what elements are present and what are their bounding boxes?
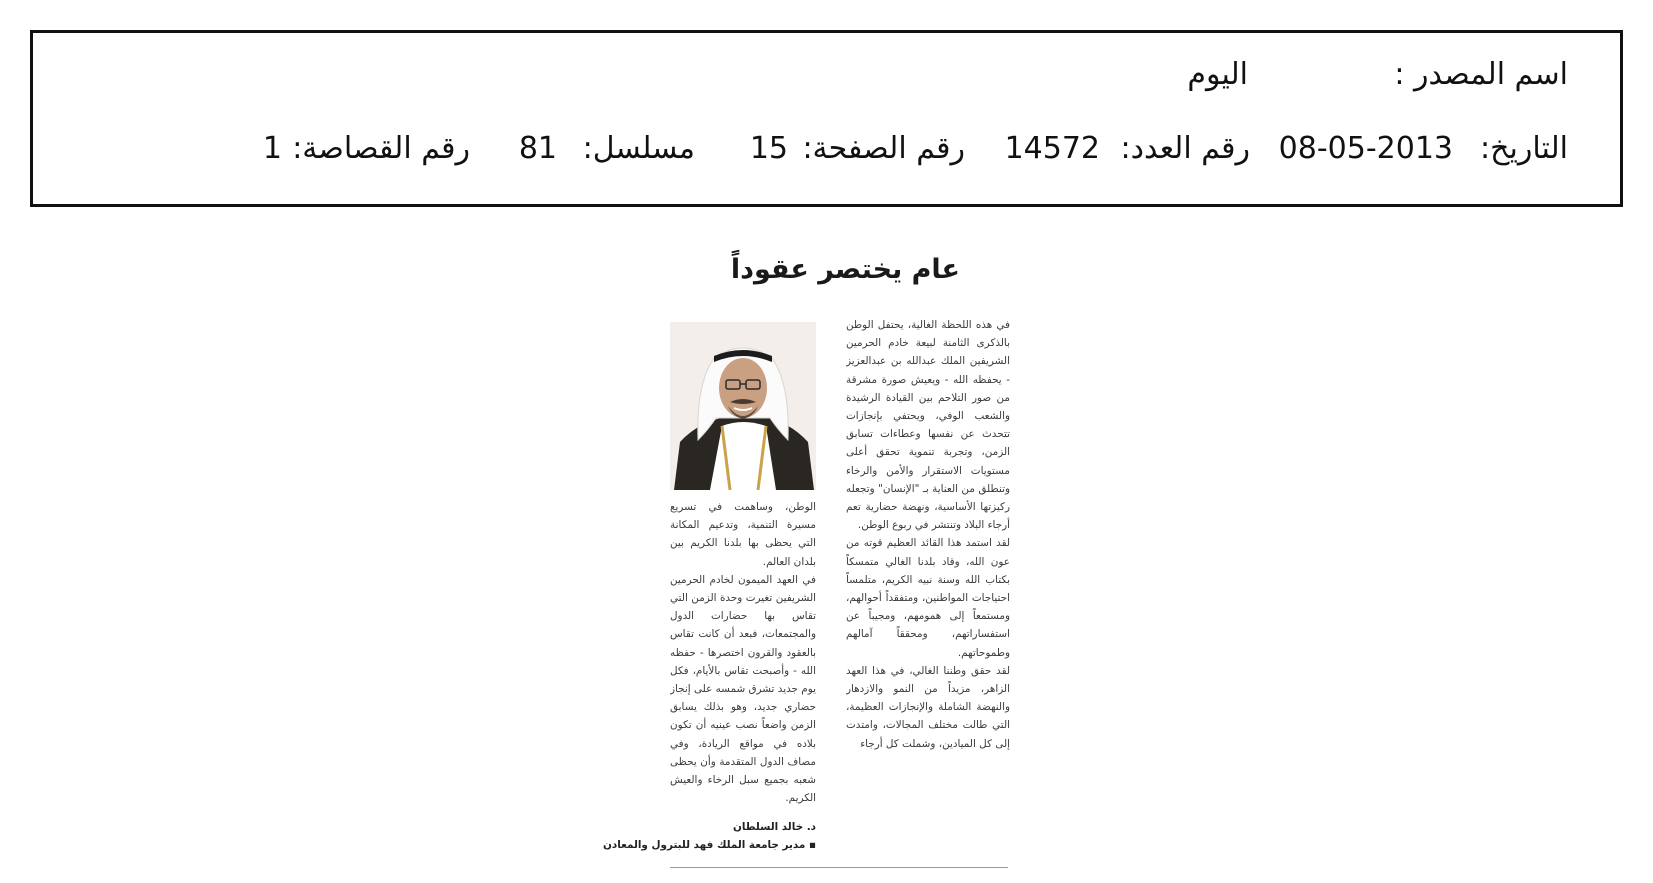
paragraph: الوطن، وساهمت في تسريع مسيرة التنمية، وتدعيم المكانة التي يحظى بها بلدنا الكريم بين بلدان العالم. <box>670 501 816 568</box>
author-byline <box>603 818 816 854</box>
details-row <box>33 129 1620 169</box>
author-portrait-illustration <box>670 322 816 490</box>
author-title: ▪ مدير جامعة الملك فهد للبترول والمعادن <box>603 839 816 851</box>
serial-value: 81 <box>518 131 557 166</box>
paragraph: لقد استمد هذا القائد العظيم قوته من عون الله، وقاد بلدنا الغالي متمسكاً بكتاب الله وسنة نبيه الكريم، متلمساً احتياجات المواطنين، ومتفقداً أحوالهم، ومستمعاً إلى همومهم، ومجيباً عن استفساراتهم، ومحققاً آمالهم وطموحاتهم. <box>846 537 1010 659</box>
page-value: 15 <box>749 131 788 166</box>
clip-value: 1 <box>262 131 282 166</box>
paragraph: لقد حقق وطننا الغالي، في هذا العهد الزاهر، مزيداً من النمو والازدهار والنهضة الشاملة والإنجازات العظيمة، التي طالت مختلف المجالات، وامتدت إلى كل الميادين، وشملت كل أرجاء <box>846 664 1010 750</box>
source-row <box>33 55 1620 95</box>
author-photo <box>670 322 816 490</box>
clipping-metadata-box <box>30 30 1623 207</box>
article-bottom-rule <box>670 867 1008 868</box>
article-column-left <box>670 498 816 818</box>
serial-label: مسلسل: <box>582 131 695 166</box>
paragraph: في العهد الميمون لخادم الحرمين الشريفين تغيرت وحدة الزمن التي تقاس بها حضارات الدول والمجتمعات، فبعد أن كانت تقاس بالعقود والقرون اختصرها - حفظه الله - وأصبحت تقاس بالأيام، فكل يوم جديد تشرق شمسه على إنجاز حضاري جديد، وهو بذلك يسابق الزمن واضعاً نصب عينيه أن تكون بلاده في مواقع الريادة، وفي مصاف الدول المتقدمة وأن يحظى شعبه بجميع سبل الرخاء والعيش الكريم. <box>670 573 816 805</box>
issue-label: رقم العدد: <box>1120 131 1250 166</box>
date-value: 08-05-2013 <box>1278 131 1453 166</box>
page-label: رقم الصفحة: <box>802 131 965 166</box>
article-headline: عام يختصر عقوداً <box>730 254 960 285</box>
author-name: د. خالد السلطان <box>733 821 816 833</box>
newspaper-article <box>603 250 1020 880</box>
source-label: اسم المصدر : <box>1394 57 1568 92</box>
article-column-right <box>846 316 1010 846</box>
clip-label: رقم القصاصة: <box>292 131 470 166</box>
source-value: اليوم <box>1187 57 1248 92</box>
issue-value: 14572 <box>1004 131 1100 166</box>
date-label: التاريخ: <box>1480 131 1568 166</box>
paragraph: في هذه اللحظة الغالية، يحتفل الوطن بالذكرى الثامنة لبيعة خادم الحرمين الشريفين الملك عبدالله بن عبدالعزيز - يحفظه الله - ويعيش صورة مشرقة من صور التلاحم بين القيادة الرشيدة والشعب الوفي، ويحتفي بإنجازات تتحدث عن نفسها وعطاءات تسابق الزمن، وتجربة تنموية تحقق أعلى مستويات الاستقرار والأمن والرخاء وتنطلق من العناية بـ "الإنسان" وتجعله ركيزتها الأساسية، ونهضة حضارية تعم أرجاء البلاد وتنتشر في ربوع الوطن. <box>846 319 1010 532</box>
